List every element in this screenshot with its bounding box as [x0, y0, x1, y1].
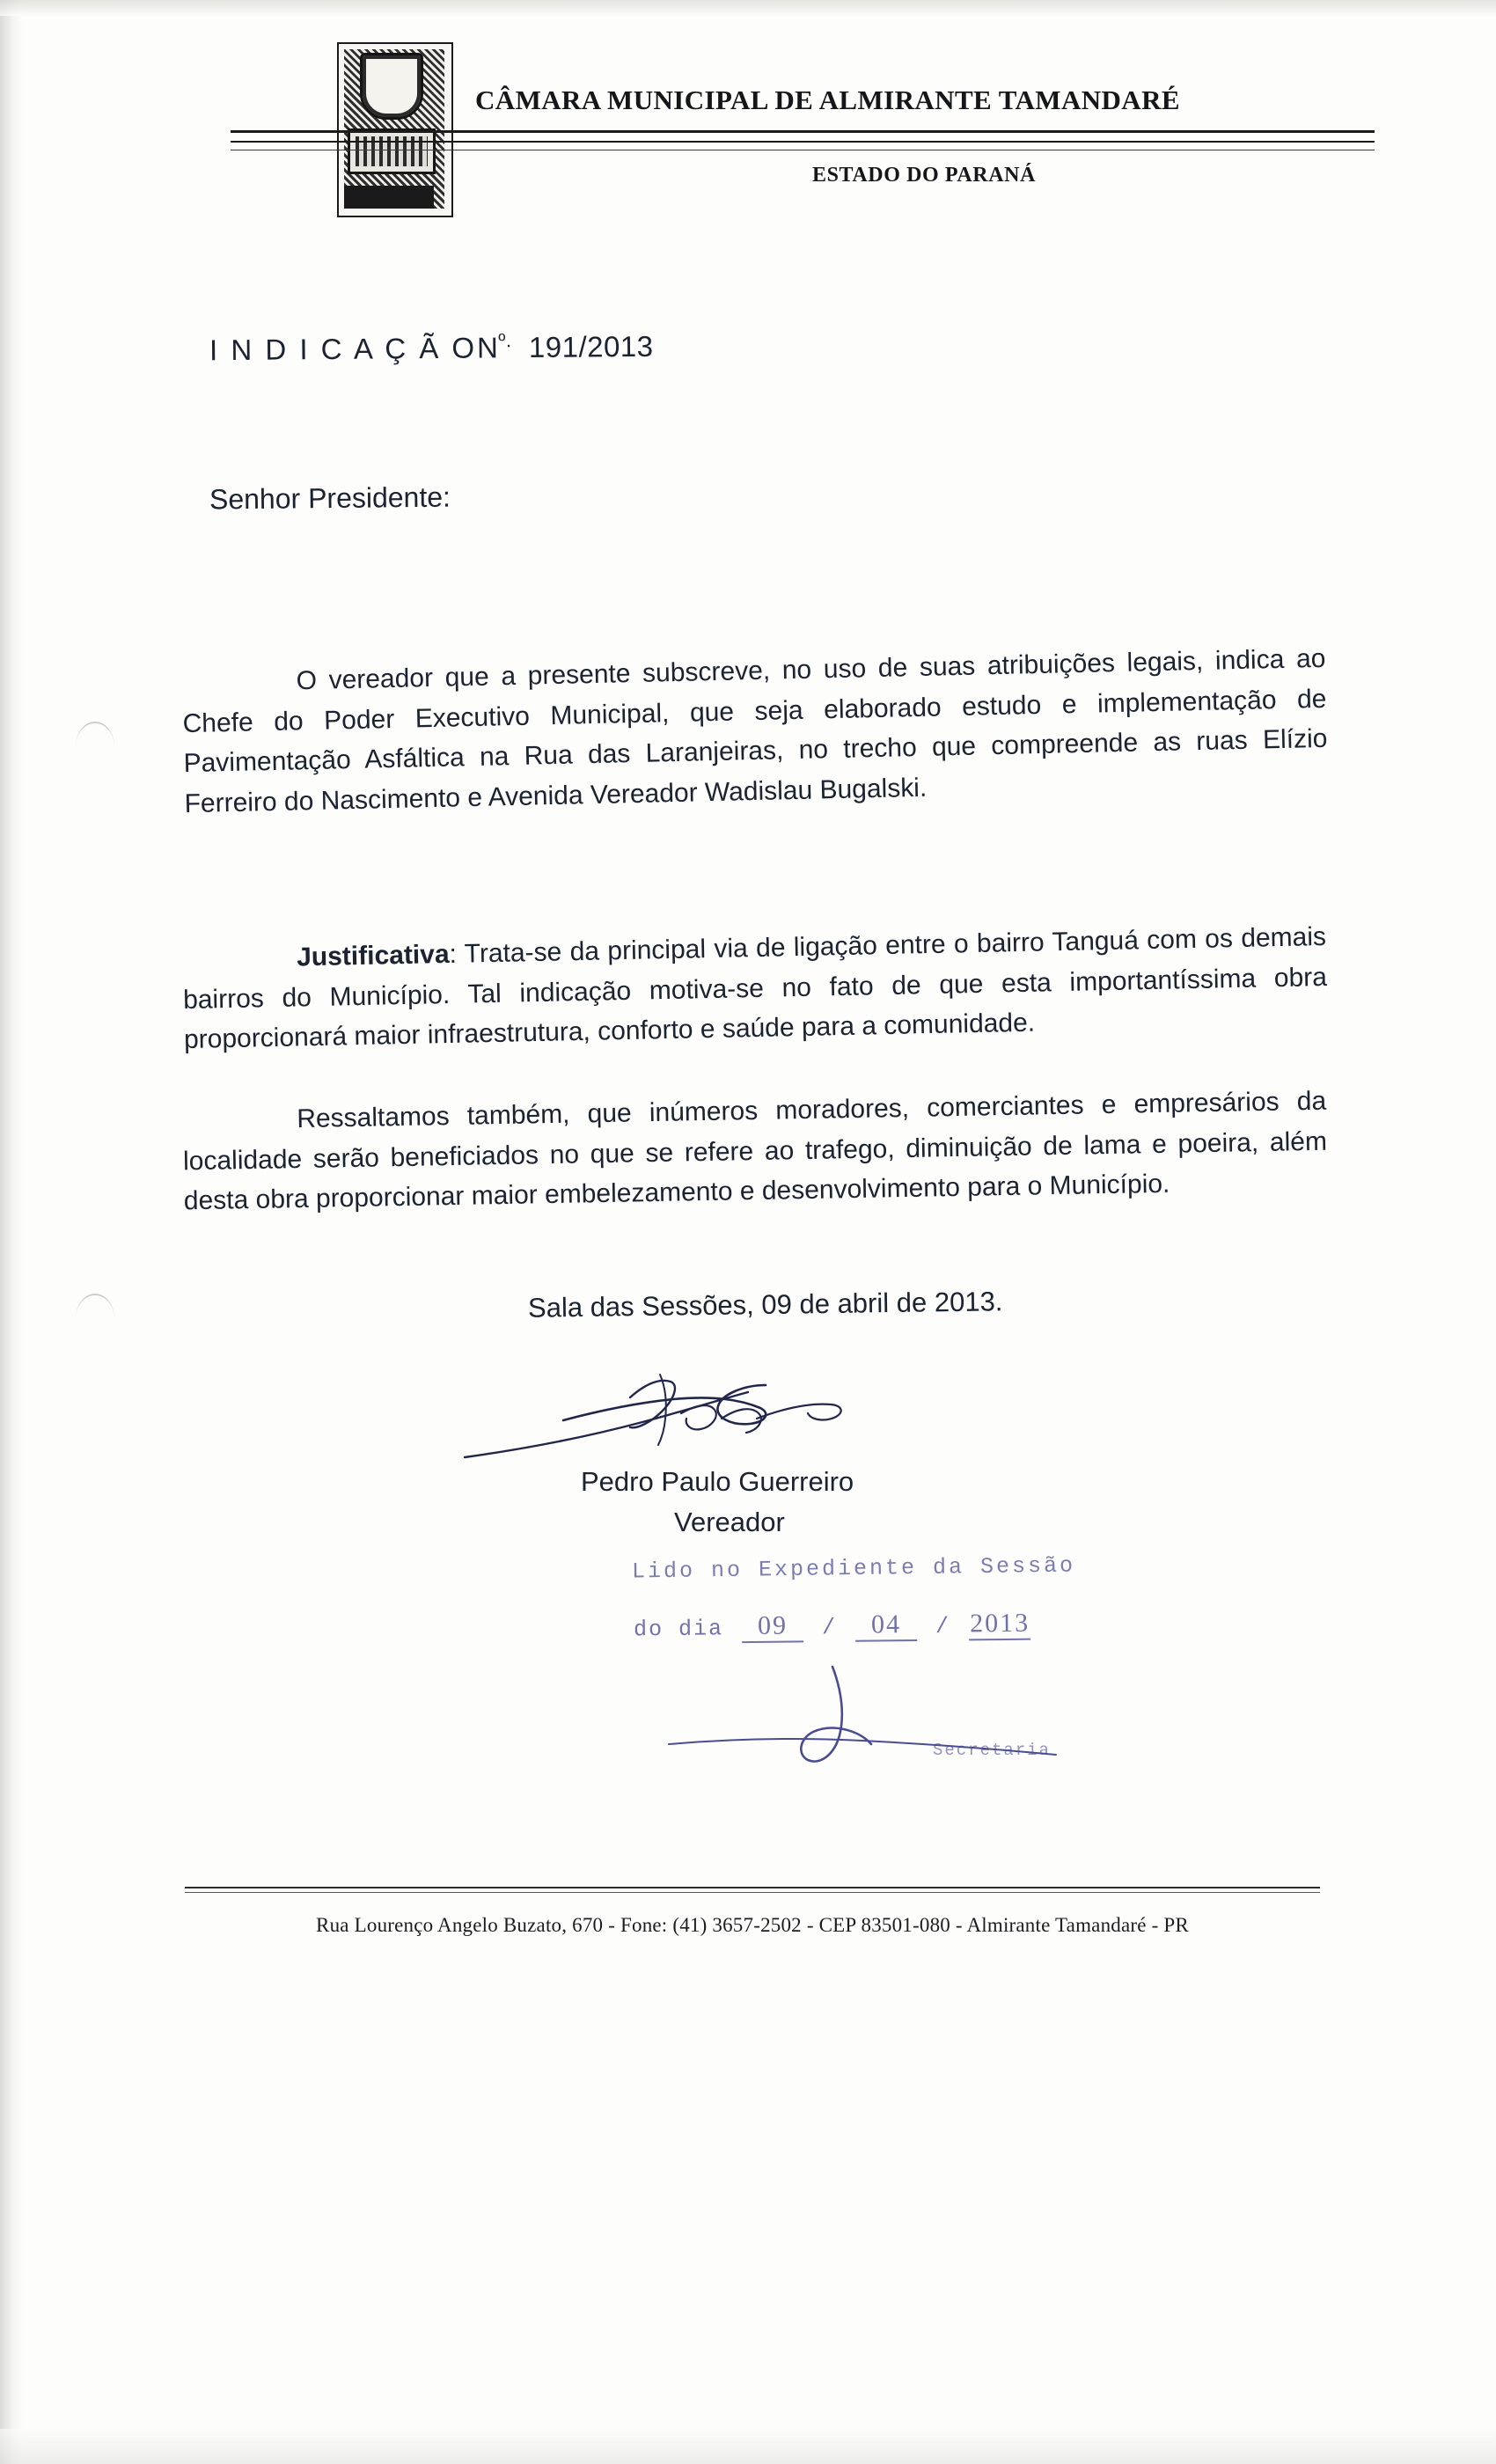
stamp-separator-1: / — [821, 1614, 838, 1641]
salutation: Senhor Presidente: — [209, 480, 451, 516]
document-number-prefix: N — [476, 331, 499, 364]
justification-text: : Trata-se da principal via de ligação entre o bairro Tanguá com os demais bairros do Município. Tal indicação motiva-se no fato de que esta importantíssima obra proporcionará maior infraestrutura, conforto e saúde para a comunidade. — [182, 921, 1328, 1055]
document-number-line — [209, 328, 654, 367]
document-number-superscript: º. — [498, 329, 512, 352]
stamp-year: 2013 — [969, 1609, 1030, 1641]
justification-text-2: Ressaltamos também, que inúmeros moradores, comerciantes e empresários da localidade serão beneficiados no que se refere ao trafego, diminuição de lama e poeira, além desta obra proporcionar maior embelezamento e desenvolvimento para o Município. — [182, 1086, 1328, 1216]
scan-edge-bottom — [0, 2429, 1496, 2464]
punch-hole-mark-top — [76, 722, 114, 746]
footer-divider-secondary — [185, 1892, 1320, 1893]
document-number-value: 191/2013 — [528, 329, 654, 364]
stamp-day: 09 — [742, 1610, 803, 1643]
paragraph-indent — [182, 1127, 297, 1129]
stamp-line-2 — [634, 1609, 1034, 1645]
handwritten-signature-icon — [458, 1373, 1003, 1470]
stamp-secretary-label: Secretaria — [933, 1741, 1052, 1760]
document-header — [0, 0, 1496, 255]
stamp-separator-2: / — [935, 1613, 951, 1639]
justification-label: Justificativa — [296, 939, 450, 972]
place-and-date: Sala das Sessões, 09 de abril de 2013. — [527, 1286, 1003, 1324]
justification-paragraph — [182, 917, 1328, 1060]
state-subtitle: ESTADO DO PARANÁ — [811, 164, 1037, 187]
header-divider-middle — [231, 141, 1375, 143]
footer-divider — [185, 1887, 1320, 1888]
scan-edge-left — [0, 0, 23, 2464]
organization-title: CÂMARA MUNICIPAL DE ALMIRANTE TAMANDARÉ — [475, 84, 1180, 115]
stamp-month: 04 — [855, 1610, 917, 1642]
paragraph-indent — [182, 965, 297, 968]
punch-hole-mark-bottom — [76, 1294, 114, 1318]
coat-of-arms-band — [348, 128, 436, 174]
coat-of-arms-shield — [360, 53, 423, 120]
header-divider-top — [231, 130, 1375, 133]
body-paragraph — [181, 639, 1329, 825]
signature-block — [458, 1373, 1003, 1537]
justification-paragraph-2 — [182, 1082, 1328, 1221]
signature-role: Vereador — [674, 1507, 785, 1537]
paragraph-indent — [182, 689, 297, 692]
stamp-line-1: Lido no Expediente da Sessão — [631, 1552, 1076, 1585]
reception-stamp — [625, 1549, 1188, 1786]
body-paragraph-text: O vereador que a presente subscreve, no uso de suas atribuições legais, indica ao Chefe do Poder Executivo Municipal, que seja elaborado estudo e implementação de Pavimentação Asfáltica na Rua das Laranjeiras, no trecho que compreende as ruas Elízio Ferreiro do Nascimento e Avenida Vereador Wadislau Bugalski. — [182, 643, 1328, 818]
coat-of-arms-base — [344, 186, 434, 209]
stamp-date-prefix: do dia — [633, 1616, 724, 1643]
footer-address: Rua Lourenço Angelo Buzato, 670 - Fone: (41) 3657-2502 - CEP 83501-080 - Almirante Tamandaré - PR — [316, 1914, 1189, 1936]
signature-name: Pedro Paulo Guerreiro — [581, 1466, 854, 1497]
document-type-label: I N D I C A Ç Ã O — [209, 331, 478, 367]
